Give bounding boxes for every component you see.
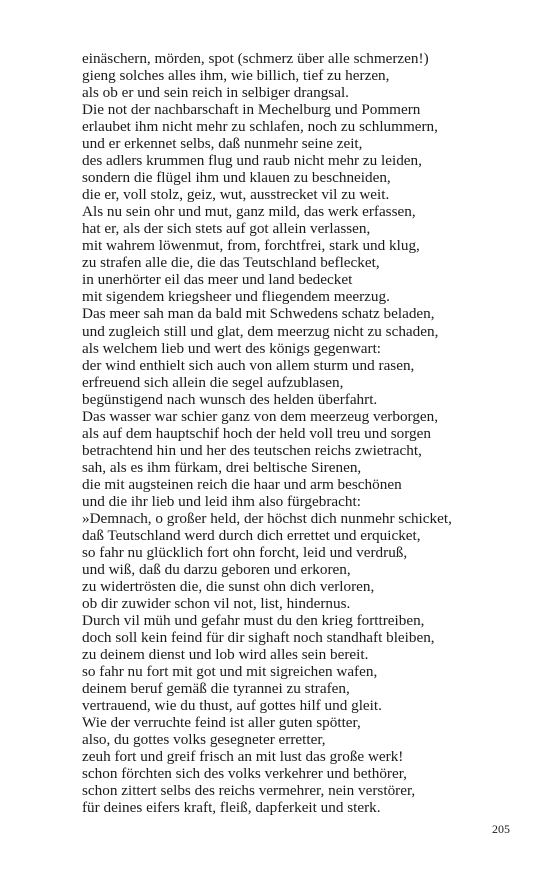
poem-line: Als nu sein ohr und mut, ganz mild, das werk erfassen, [82,203,416,221]
poem-line: deinem beruf gemäß die tyrannei zu strafen, [82,680,350,698]
poem-line: betrachtend hin und her des teutschen reichs zwietracht, [82,441,422,459]
poem-line: für deines eifers kraft, fleiß, dapferkeit und sterk. [82,799,381,817]
poem-line: des adlers krummen flug und raub nicht mehr zu leiden, [82,152,422,170]
poem-line: gieng solches alles ihm, wie billich, tief zu herzen, [82,67,390,85]
poem-line: so fahr nu glücklich fort ohn forcht, leid und verdruß, [82,543,408,561]
poem-line: sah, als es ihm fürkam, drei beltische Sirenen, [82,458,362,476]
poem-line: mit sigendem kriegsheer und fliegendem meerzug. [82,288,390,306]
poem-line: zu widertrösten die, die sunst ohn dich verloren, [82,577,375,595]
poem-line: Wie der verruchte feind ist aller guten spötter, [82,714,361,732]
poem-text [82,50,532,816]
poem-line: hat er, als der sich stets auf got allein verlassen, [82,220,371,238]
poem-line: zu strafen alle die, die das Teutschland beflecket, [82,254,380,272]
poem-line: zeuh fort und greif frisch an mit lust das große werk! [82,748,404,766]
poem-line: also, du gottes volks gesegneter erretter, [82,731,326,749]
poem-line: Die not der nachbarschaft in Mechelburg und Pommern [82,101,421,119]
poem-line: schon zittert selbs des reichs vermehrer, nein verstörer, [82,782,416,800]
poem-line: »Demnach, o großer held, der höchst dich nunmehr schicket, [82,509,452,527]
poem-line: daß Teutschland werd durch dich errettet und erquicket, [82,526,421,544]
poem-line: und wiß, daß du darzu geboren und erkoren, [82,560,351,578]
poem-line: als auf dem hauptschif hoch der held voll treu und sorgen [82,424,431,442]
poem-line: als ob er und sein reich in selbiger drangsal. [82,84,349,102]
poem-line: der wind enthielt sich auch von allem sturm und rasen, [82,356,415,374]
poem-line: als welchem lieb und wert des königs gegenwart: [82,339,382,357]
poem-line: einäschern, mörden, spot (schmerz über alle schmerzen!) [82,50,429,67]
poem-line: in unerhörter eil das meer und land bedecket [82,271,353,289]
poem-line: mit wahrem löwenmut, from, forchtfrei, stark und klug, [82,237,420,255]
poem-line: erfreuend sich allein die segel aufzublasen, [82,373,344,391]
poem-line: und die ihr lieb und leid ihm also fürgebracht: [82,492,361,510]
poem-line: zu deinem dienst und lob wird alles sein bereit. [82,646,369,664]
poem-line: die mit augsteinen reich die haar und arm beschönen [82,475,402,493]
poem-line: Das meer sah man da bald mit Schwedens schatz beladen, [82,305,435,323]
poem-line: so fahr nu fort mit got und mit sigreichen wafen, [82,663,378,681]
poem-line: Das wasser war schier ganz von dem meerzeug verborgen, [82,407,439,425]
poem-line: und zugleich still und glat, dem meerzug nicht zu schaden, [82,322,439,340]
poem-line: Durch vil müh und gefahr must du den krieg forttreiben, [82,612,425,630]
poem-line: und er erkennet selbs, daß nunmehr seine zeit, [82,135,363,153]
poem-line: die er, voll stolz, geiz, wut, ausstrecket vil zu weit. [82,186,390,204]
poem-line: erlaubet ihm nicht mehr zu schlafen, noch zu schlummern, [82,118,438,136]
poem-line: ob dir zuwider schon vil not, list, hindernus. [82,595,351,612]
poem-line: vertrauend, wie du thust, auf gottes hilf und gleit. [82,697,382,715]
poem-line: schon förchten sich des volks verkehrer und bethörer, [82,765,407,783]
poem-line: doch soll kein feind für dir sighaft noch standhaft bleiben, [82,629,435,647]
page-number: 205 [492,822,510,836]
poem-line: begünstigend nach wunsch des helden überfahrt. [82,390,378,408]
poem-line: sondern die flügel ihm und klauen zu beschneiden, [82,169,391,187]
